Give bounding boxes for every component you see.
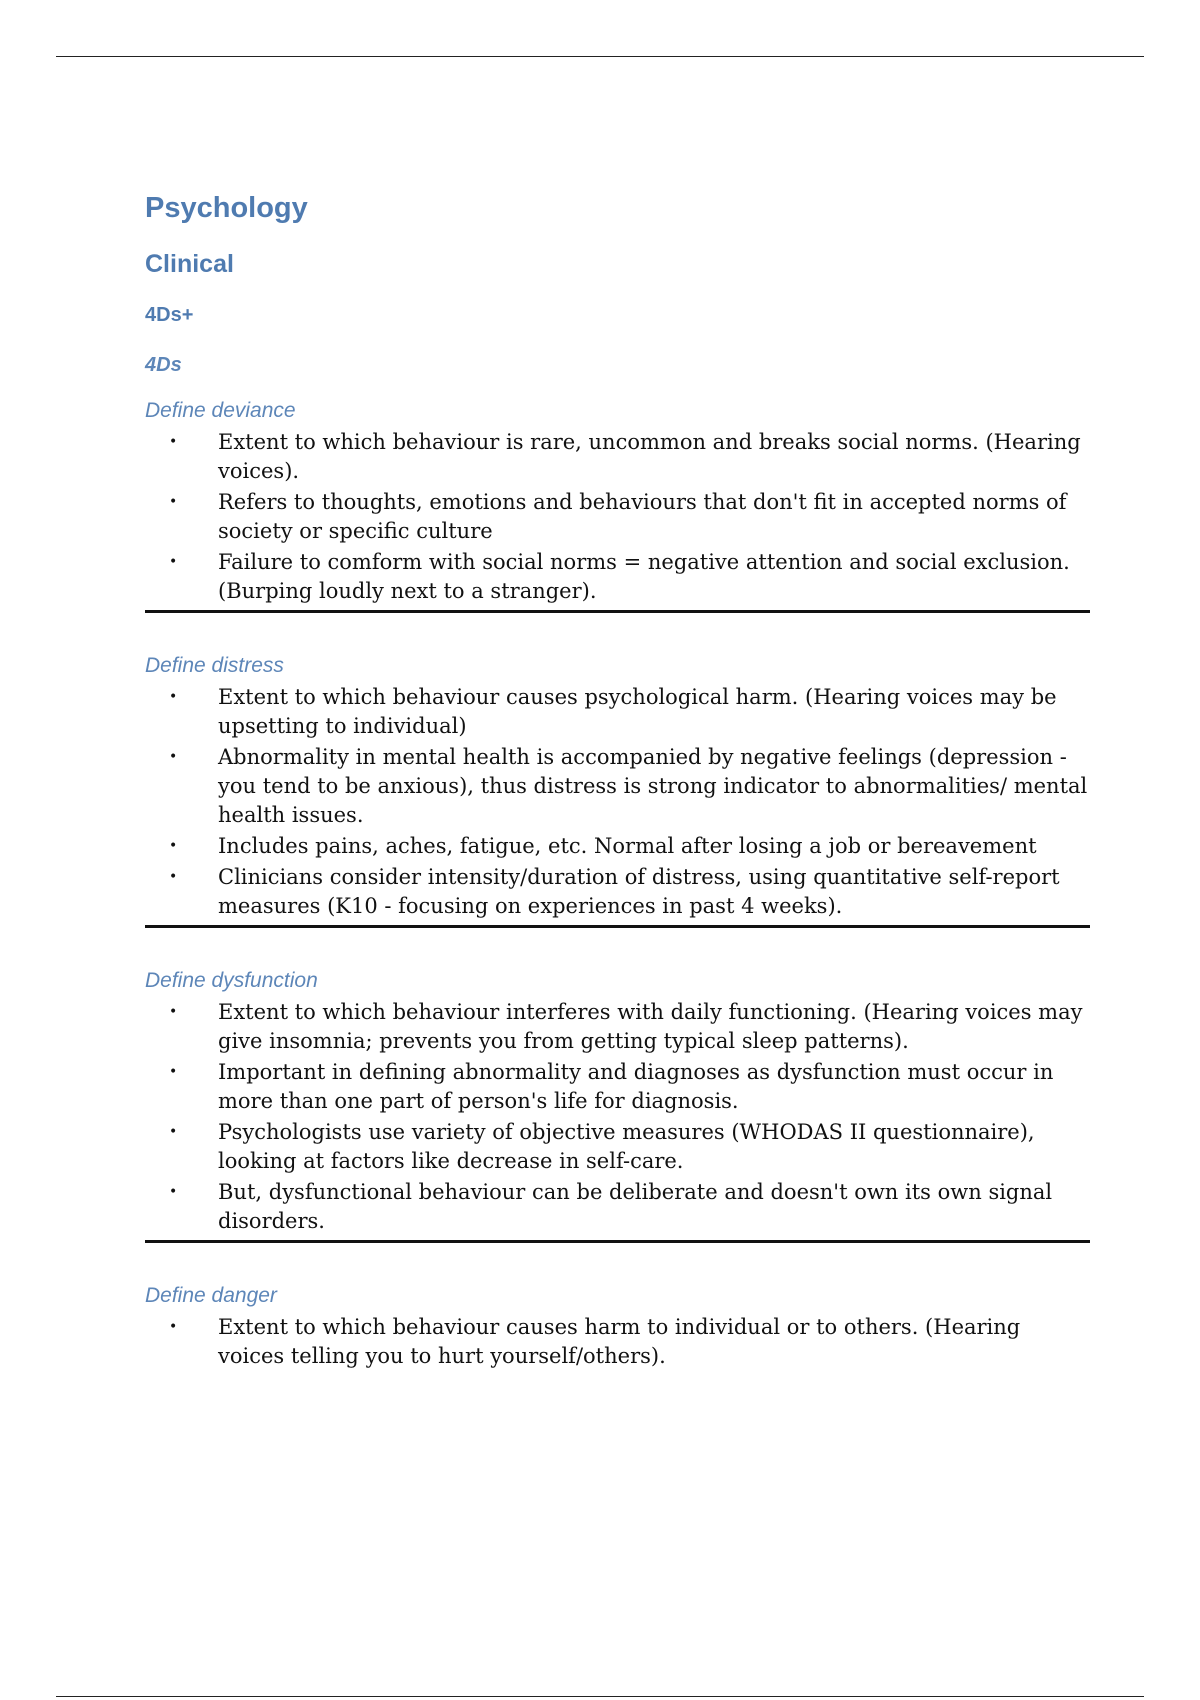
page-top-rule [56,56,1144,57]
section-heading: Define dysfunction [145,969,318,992]
subtopic-heading: 4Ds [145,354,182,376]
list-item [145,1118,1090,1176]
list-item [145,683,1090,741]
list-item-text: But, dysfunctional behaviour can be deliberate and doesn't own its own signal disorders. [218,1180,1053,1233]
bullet-icon: • [169,494,178,510]
section-heading: Define danger [145,1284,277,1307]
section-danger [145,1281,1090,1371]
bullet-icon: • [169,1124,178,1140]
list-item-text: Clinicians consider intensity/duration of distress, using quantitative self-report measures (K10 - focusing on experiences in past 4 weeks). [218,865,1060,918]
document-body [145,190,1090,1373]
list-item [145,1058,1090,1116]
section-heading: Define deviance [145,399,296,422]
list-item [145,998,1090,1056]
list-item [145,548,1090,606]
section-heading: Define distress [145,654,284,677]
bullet-list [145,998,1090,1236]
list-item [145,832,1090,861]
list-item-text: Psychologists use variety of objective measures (WHODAS II questionnaire), looking at factors like decrease in self-care. [218,1120,1035,1173]
list-item-text: Extent to which behaviour causes harm to individual or to others. (Hearing voices telling you to hurt yourself/others). [218,1315,1021,1368]
list-item [145,1313,1090,1371]
list-item [145,488,1090,546]
bullet-icon: • [169,689,178,705]
bullet-icon: • [169,554,178,570]
section-divider [145,610,1090,613]
bullet-list [145,428,1090,606]
section-deviance [145,396,1090,613]
bullet-icon: • [169,1319,178,1335]
bullet-list [145,1313,1090,1371]
bullet-list [145,683,1090,921]
bullet-icon: • [169,869,178,885]
page-bottom-rule [56,1696,1144,1697]
bullet-icon: • [169,1184,178,1200]
bullet-icon: • [169,1064,178,1080]
list-item-text: Extent to which behaviour is rare, uncommon and breaks social norms. (Hearing voices). [218,430,1081,483]
bullet-icon: • [169,434,178,450]
bullet-icon: • [169,749,178,765]
section-divider [145,925,1090,928]
list-item-text: Refers to thoughts, emotions and behaviours that don't fit in accepted norms of society or specific culture [218,490,1067,543]
bullet-icon: • [169,1004,178,1020]
list-item-text: Important in defining abnormality and diagnoses as dysfunction must occur in more than one part of person's life for diagnosis. [218,1060,1054,1113]
list-item-text: Extent to which behaviour causes psychological harm. (Hearing voices may be upsetting to individual) [218,685,1057,738]
list-item-text: Extent to which behaviour interferes with daily functioning. (Hearing voices may give insomnia; prevents you from getting typical sleep patterns). [218,1000,1083,1053]
list-item [145,1178,1090,1236]
list-item [145,863,1090,921]
section-divider [145,1240,1090,1243]
bullet-icon: • [169,838,178,854]
list-item-text: Abnormality in mental health is accompanied by negative feelings (depression - you tend to be anxious), thus distress is strong indicator to abnormalities/ mental health issues. [218,745,1088,827]
list-item-text: Includes pains, aches, fatigue, etc. Normal after losing a job or bereavement [218,834,1037,858]
document-subtitle: Clinical [145,250,234,278]
section-dysfunction [145,966,1090,1243]
list-item [145,428,1090,486]
topic-heading: 4Ds+ [145,304,194,326]
list-item [145,743,1090,830]
list-item-text: Failure to comform with social norms = negative attention and social exclusion. (Burping loudly next to a stranger). [218,550,1070,603]
section-distress [145,651,1090,928]
document-title: Psychology [145,192,308,224]
